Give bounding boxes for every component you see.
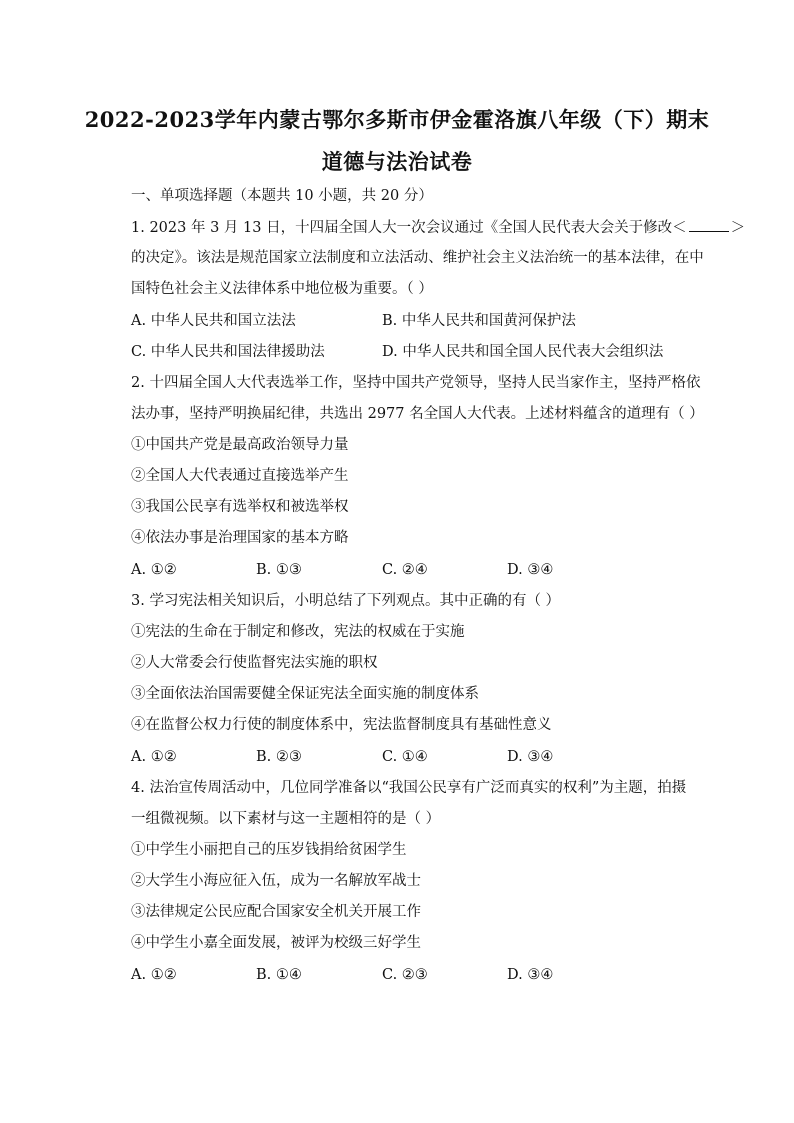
question-2-option-c: C. ②④ [382,562,428,578]
question-1-option-a: A. 中华人民共和国立法法 [131,313,296,329]
question-4-item-2: ②大学生小海应征入伍，成为一名解放军战士 [131,873,421,889]
question-3-option-b: B. ②③ [256,749,302,765]
question-3-item-2: ②人大常委会行使监督宪法实施的职权 [131,655,378,671]
question-3-item-1: ①宪法的生命在于制定和修改，宪法的权威在于实施 [131,624,465,640]
question-1-line2: 的决定》。该法是规范国家立法制度和立法活动、维护社会主义法治统一的基本法律，在中 [131,250,704,266]
question-3-line1: 3. 学习宪法相关知识后，小明总结了下列观点。其中正确的有（ ） [131,593,561,609]
question-1-line1 [131,217,745,238]
exam-title-line1: 2022-2023学年内蒙古鄂尔多斯市伊金霍洛旗八年级（下）期末 [84,107,710,132]
question-1-text-b: ＞ [730,220,746,236]
question-4-line1: 4. 法治宣传周活动中，几位同学准备以“我国公民享有广泛而真实的权利”为主题，拍摄 [131,780,687,796]
question-4-item-1: ①中学生小丽把自己的压岁钱捐给贫困学生 [131,842,407,858]
question-2-item-1: ①中国共产党是最高政治领导力量 [131,437,349,453]
question-2-line1: 2. 十四届全国人大代表选举工作，坚持中国共产党领导，坚持人民当家作主，坚持严格依 [131,375,701,391]
question-1-option-b: B. 中华人民共和国黄河保护法 [382,313,576,329]
question-2-item-4: ④依法办事是治理国家的基本方略 [131,530,349,546]
question-4-option-c: C. ②③ [382,967,428,983]
section-heading: 一、单项选择题（本题共 10 小题，共 20 分） [131,188,433,204]
question-1-line3: 国特色社会主义法律体系中地位极为重要。（ ） [131,281,433,297]
question-4-item-4: ④中学生小嘉全面发展，被评为校级三好学生 [131,935,421,951]
question-4-option-a: A. ①② [131,967,177,983]
question-2-line2: 法办事，坚持严明换届纪律，共选出 2977 名全国人大代表。上述材料蕴含的道理有（ ） [131,406,704,422]
question-4-option-d: D. ③④ [507,967,554,983]
question-2-option-d: D. ③④ [507,562,554,578]
question-1-text-a: 1. 2023 年 3 月 13 日，十四届全国人大一次会议通过《全国人民代表大会关于修改＜ [131,220,687,236]
question-4-item-3: ③法律规定公民应配合国家安全机关开展工作 [131,904,421,920]
question-2-option-b: B. ①③ [256,562,302,578]
question-3-item-4: ④在监督公权力行使的制度体系中，宪法监督制度具有基础性意义 [131,717,552,733]
question-2-option-a: A. ①② [131,562,177,578]
question-2-item-2: ②全国人大代表通过直接选举产生 [131,468,349,484]
question-1-option-c: C. 中华人民共和国法律援助法 [131,344,325,360]
answer-blank [689,217,729,232]
question-4-line2: 一组微视频。以下素材与这一主题相符的是（ ） [131,811,441,827]
question-3-option-c: C. ①④ [382,749,428,765]
question-3-option-d: D. ③④ [507,749,554,765]
question-2-item-3: ③我国公民享有选举权和被选举权 [131,499,349,515]
question-1-option-d: D. 中华人民共和国全国人民代表大会组织法 [382,344,664,360]
question-4-option-b: B. ①④ [256,967,302,983]
question-3-option-a: A. ①② [131,749,177,765]
exam-title-line2: 道德与法治试卷 [321,149,473,174]
question-3-item-3: ③全面依法治国需要健全保证宪法全面实施的制度体系 [131,686,479,702]
